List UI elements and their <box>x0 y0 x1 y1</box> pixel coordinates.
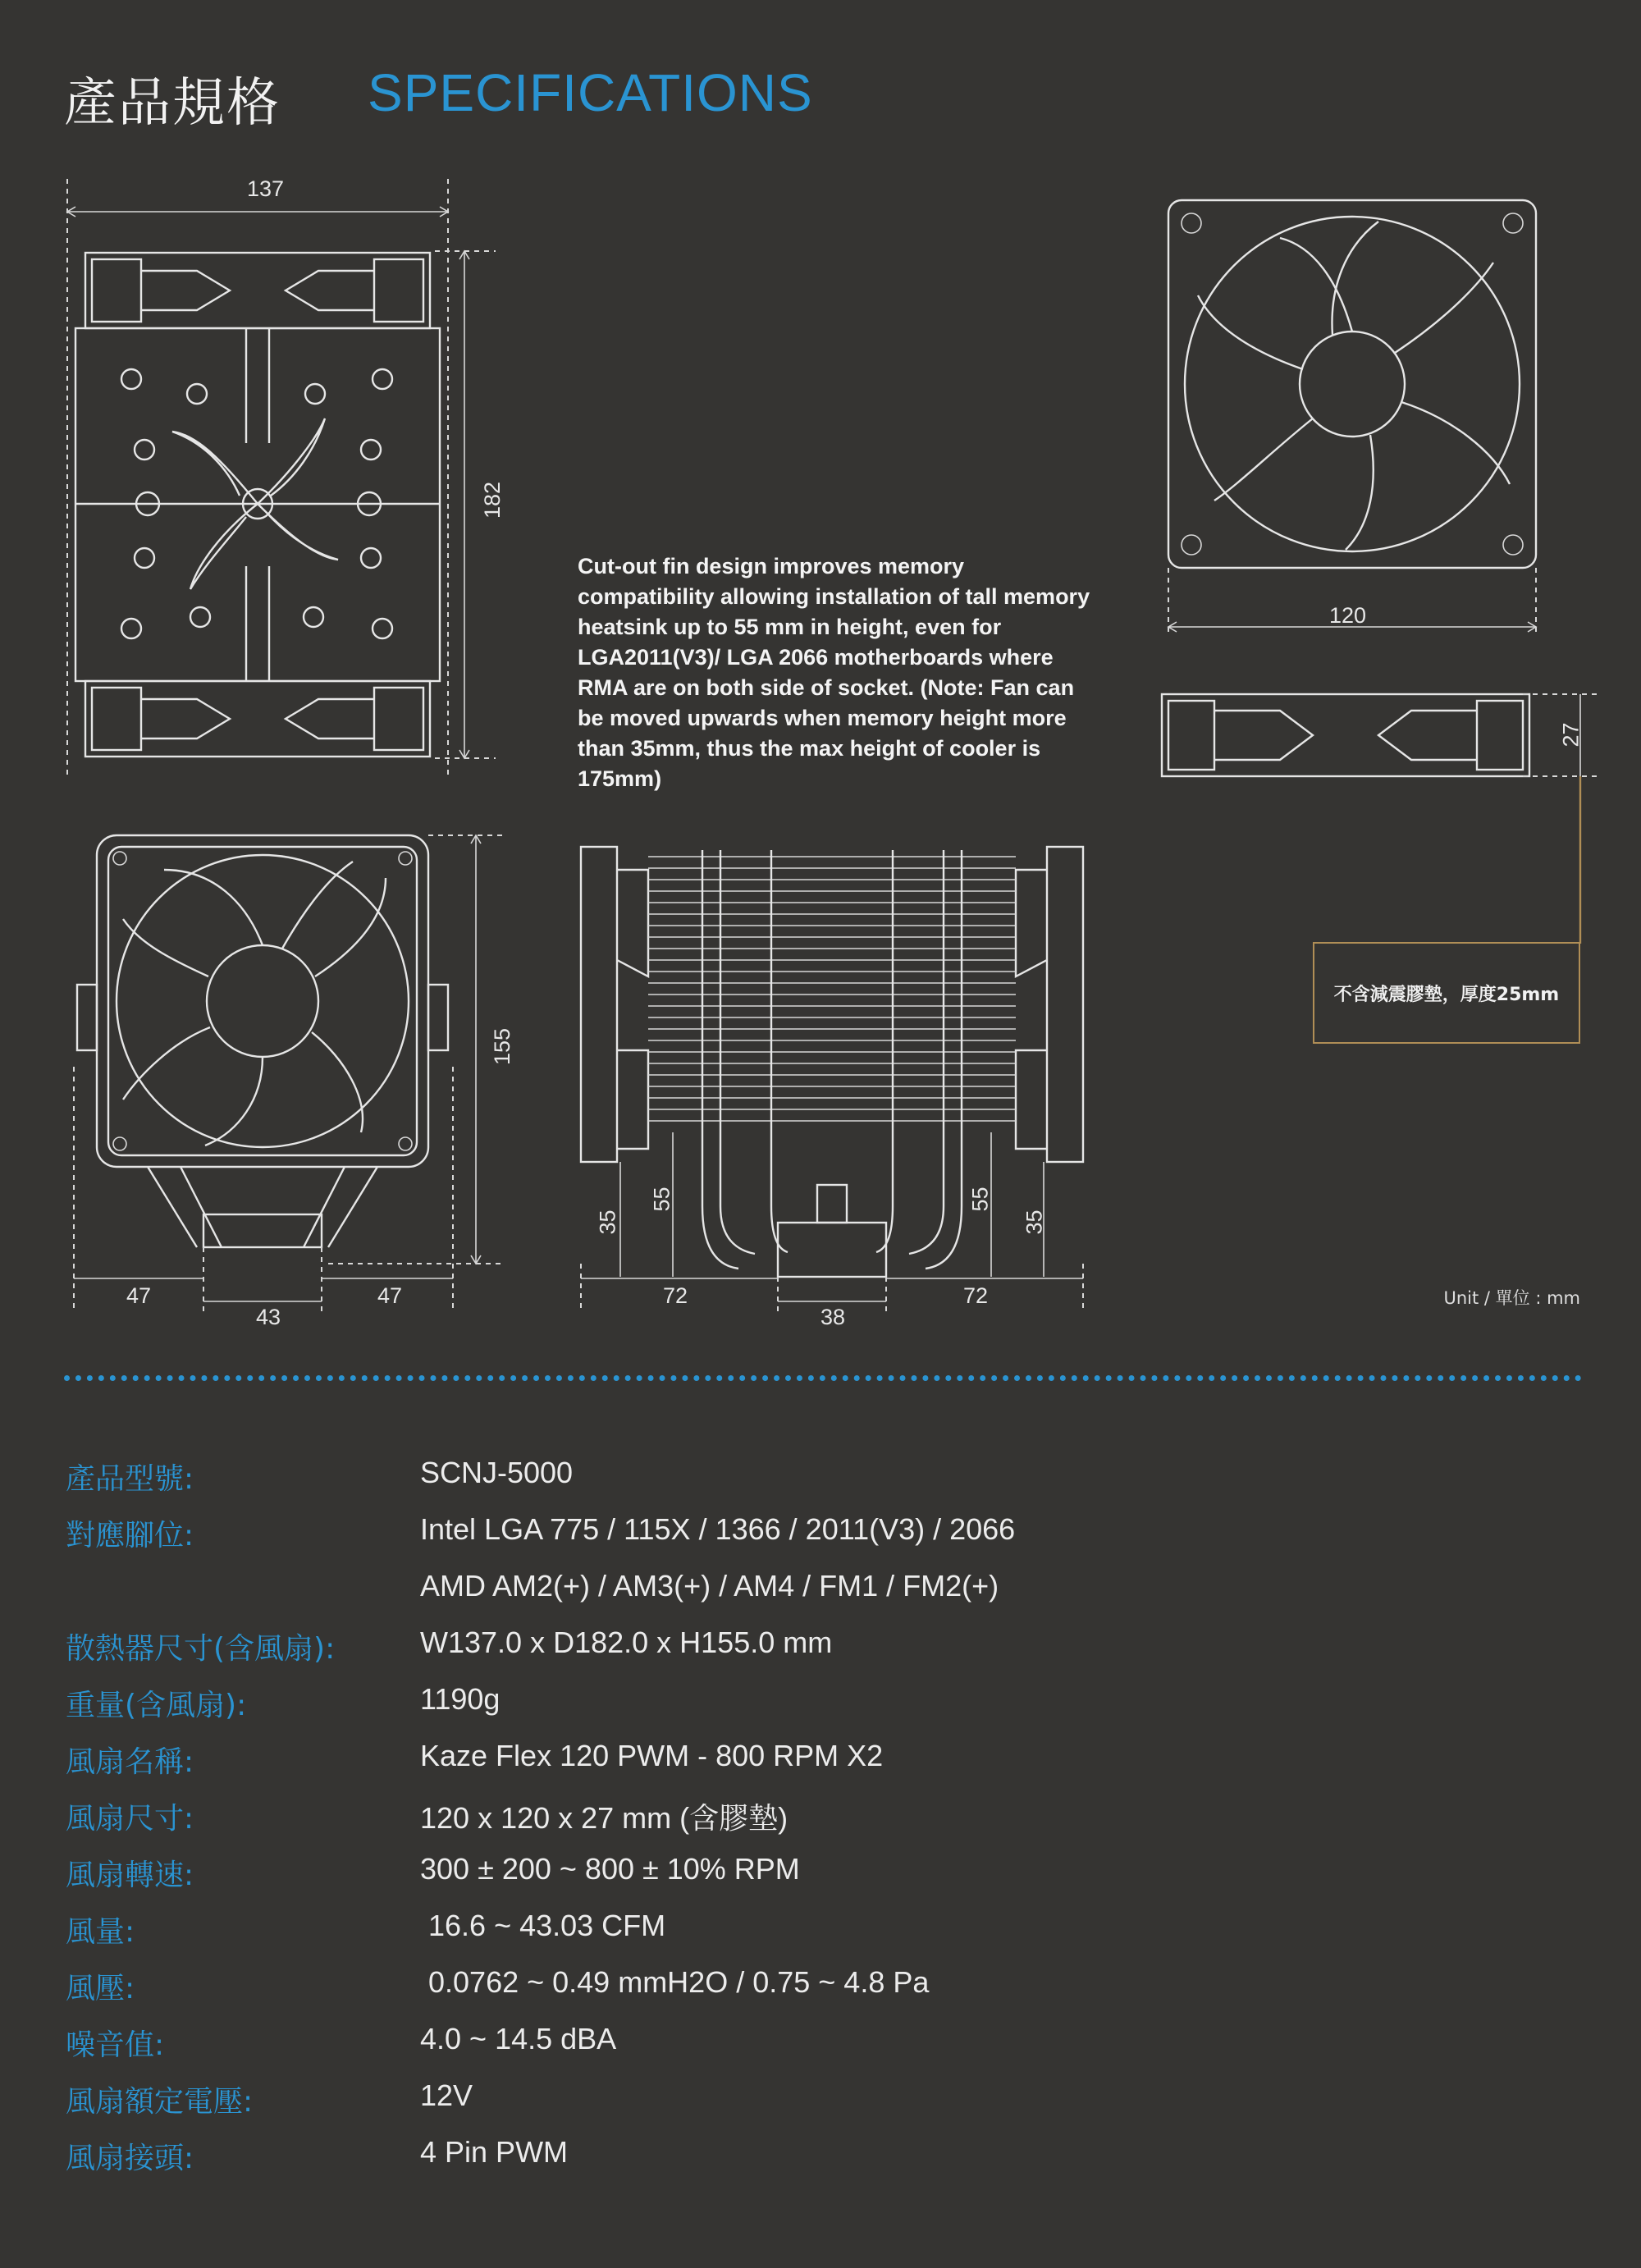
front-view-drawing <box>74 835 502 1313</box>
dim-front-right: 47 <box>377 1283 403 1308</box>
spec-value: 0.0762 ~ 0.49 mmH2O / 0.75 ~ 4.8 Pa <box>420 1965 930 1999</box>
spec-value: Intel LGA 775 / 115X / 1366 / 2011(V3) / 2066 <box>420 1512 1016 1546</box>
spec-value: 1190g <box>420 1682 501 1716</box>
feature-description: Cut-out fin design improves memory compatibility allowing installation of tall memory heatsink up to 55 mm in height, even for LGA2011(V3)/ LGA 2066 motherboards where RMA are on both side of socket. (Note: Fan can be moved upwards when memory height more than 35mm, thus the max height of cooler is 175mm) <box>578 554 1090 791</box>
spec-label: 產品型號: <box>66 1462 194 1496</box>
fan-side-drawing <box>1162 694 1597 944</box>
dim-mem-high-right: 55 <box>967 1187 993 1212</box>
spec-value: AMD AM2(+) / AM3(+) / AM4 / FM1 / FM2(+) <box>420 1569 999 1603</box>
spec-value: W137.0 x D182.0 x H155.0 mm <box>420 1626 833 1659</box>
spec-row-dimensions <box>66 1626 1015 1682</box>
fan-front-drawing <box>1168 200 1536 633</box>
dim-mem-low-left: 35 <box>595 1209 620 1235</box>
spec-label: 風量: <box>66 1915 135 1949</box>
dim-side-center: 38 <box>820 1305 846 1329</box>
spec-value: 12V <box>420 2078 473 2112</box>
spec-row-connector <box>66 2135 1015 2192</box>
spec-row-pressure <box>66 1965 1015 2022</box>
fan-thickness-note: 不含減震膠墊，厚度25mm <box>1313 942 1580 1044</box>
spec-row-fan-speed <box>66 1852 1015 1909</box>
spec-value: 16.6 ~ 43.03 CFM <box>420 1909 666 1942</box>
spec-row-noise <box>66 2022 1015 2078</box>
spec-row-socket-intel <box>66 1512 1015 1569</box>
spec-row-weight <box>66 1682 1015 1739</box>
spec-label: 風扇尺寸: <box>66 1802 194 1836</box>
spec-row-fan-name <box>66 1739 1015 1795</box>
dim-mem-low-right: 35 <box>1022 1209 1047 1235</box>
spec-row-model <box>66 1456 1015 1512</box>
dim-top-width: 137 <box>247 176 285 201</box>
dim-front-left: 47 <box>126 1283 152 1308</box>
spec-row-fan-size <box>66 1795 1015 1852</box>
spec-value: 120 x 120 x 27 mm (含膠墊) <box>420 1801 789 1835</box>
spec-table <box>66 1456 1015 2192</box>
spec-row-voltage <box>66 2078 1015 2135</box>
spec-label: 風扇接頭: <box>66 2142 194 2175</box>
spec-label: 對應腳位: <box>66 1519 194 1552</box>
dim-front-center: 43 <box>256 1305 281 1329</box>
dim-fan-thickness: 27 <box>1558 722 1584 748</box>
spec-label: 散熱器尺寸(含風扇): <box>66 1632 336 1666</box>
page-title-zh: 產品規格 <box>64 73 281 134</box>
dim-top-depth: 182 <box>480 481 505 519</box>
spec-row-socket-amd <box>66 1569 1015 1626</box>
spec-label: 風扇額定電壓: <box>66 2085 254 2119</box>
spec-value: SCNJ-5000 <box>420 1456 574 1489</box>
spec-value: 4 Pin PWM <box>420 2135 569 2169</box>
dim-fan-width: 120 <box>1329 603 1367 628</box>
spec-label: 噪音值: <box>66 2028 165 2062</box>
section-divider <box>64 1375 1582 1381</box>
dim-side-left: 72 <box>663 1283 688 1308</box>
dim-mem-high-left: 55 <box>649 1187 674 1212</box>
spec-label: 風壓: <box>66 1972 135 2005</box>
page-title-en: SPECIFICATIONS <box>368 63 813 122</box>
dim-side-right: 72 <box>963 1283 989 1308</box>
spec-label: 風扇轉速: <box>66 1859 194 1892</box>
top-view-drawing <box>67 179 496 780</box>
side-view-drawing <box>581 847 1083 1313</box>
spec-value: 300 ± 200 ~ 800 ± 10% RPM <box>420 1852 800 1886</box>
spec-value: Kaze Flex 120 PWM - 800 RPM X2 <box>420 1739 884 1772</box>
spec-value: 4.0 ~ 14.5 dBA <box>420 2022 617 2055</box>
dim-front-height: 155 <box>490 1027 515 1066</box>
spec-label: 風扇名稱: <box>66 1745 194 1779</box>
spec-label: 重量(含風扇): <box>66 1689 247 1722</box>
spec-row-airflow <box>66 1909 1015 1965</box>
unit-label: Unit / 單位 : mm <box>1443 1288 1580 1308</box>
